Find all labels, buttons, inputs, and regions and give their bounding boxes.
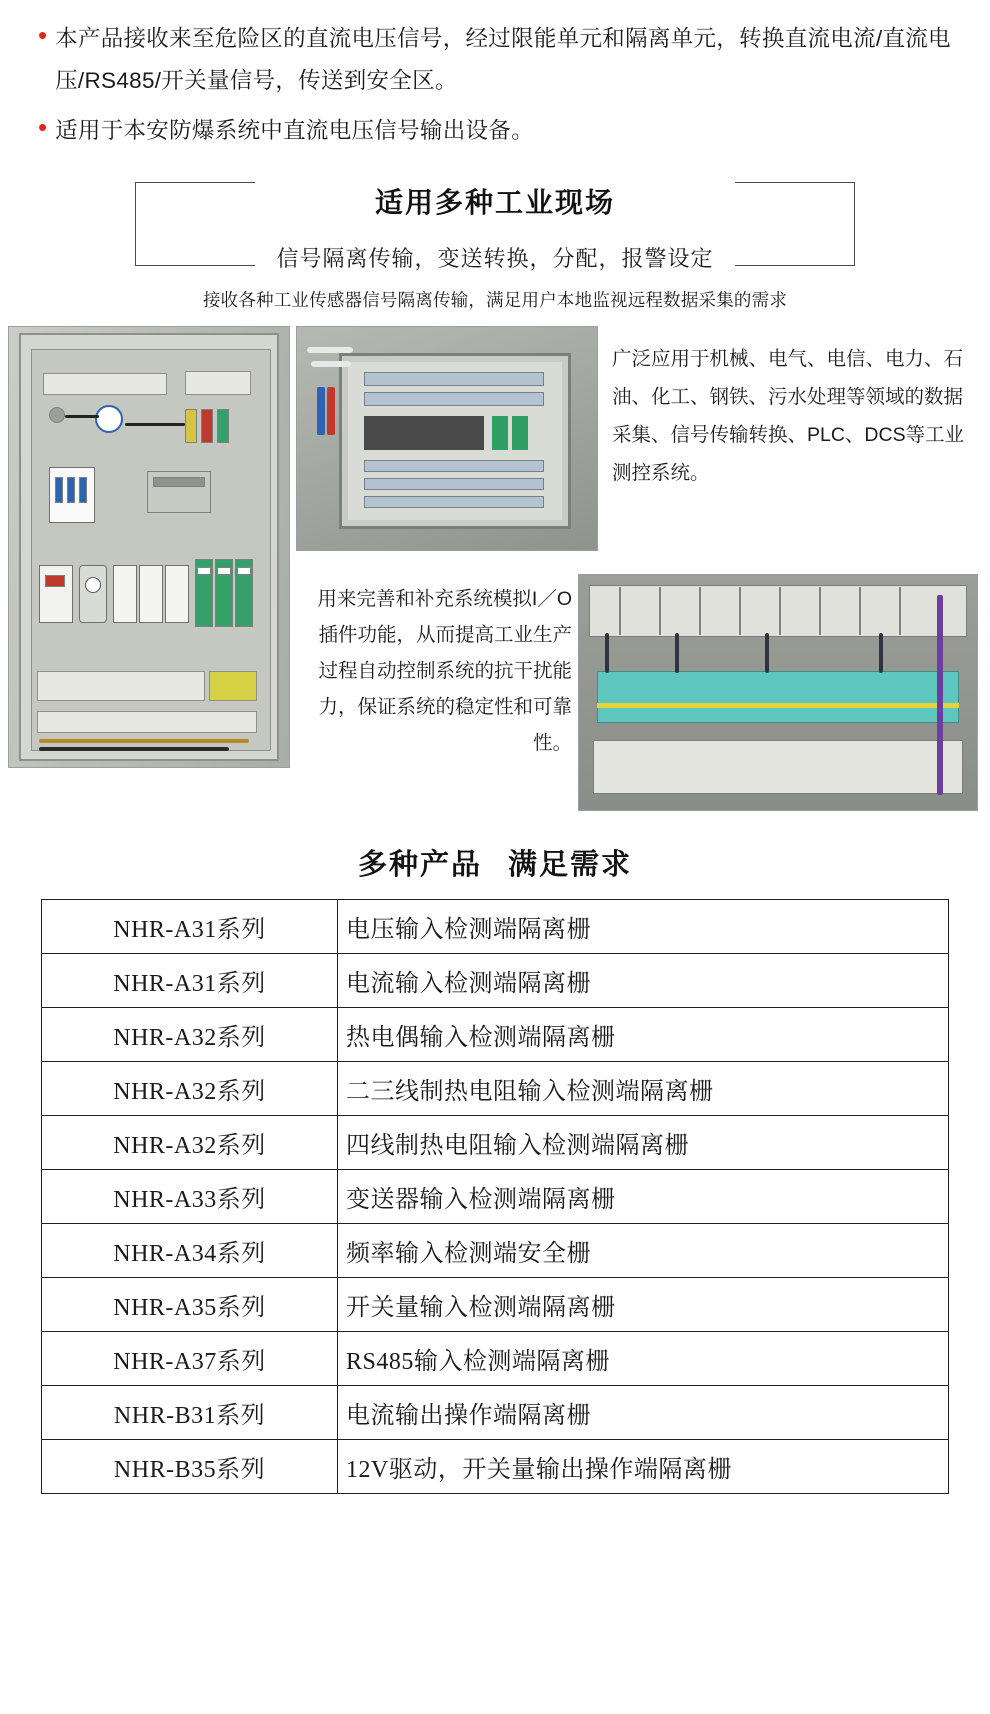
product-desc: RS485输入检测端隔离栅 [338,1332,949,1386]
product-desc: 四线制热电阻输入检测端隔离栅 [338,1116,949,1170]
product-model: NHR-A33系列 [42,1170,338,1224]
photo-gallery [0,326,990,816]
product-desc: 开关量输入检测端隔离栅 [338,1278,949,1332]
product-model: NHR-A32系列 [42,1008,338,1062]
product-desc: 二三线制热电阻输入检测端隔离栅 [338,1062,949,1116]
scene-title: 适用多种工业现场 [361,184,629,222]
table-row [42,1278,949,1332]
product-desc: 电流输入检测端隔离栅 [338,954,949,1008]
product-model: NHR-B35系列 [42,1440,338,1494]
bullet-dot-icon: • [38,20,48,50]
table-row [42,1116,949,1170]
product-model: NHR-A35系列 [42,1278,338,1332]
bullet-dot-icon: • [38,112,48,142]
table-row [42,900,949,954]
product-model: NHR-A37系列 [42,1332,338,1386]
intro-bullet-text: 本产品接收来至危险区的直流电压信号，经过限能单元和隔离单元，转换直流电流/直流电压/RS485/开关量信号，传送到安全区。 [55,26,951,93]
product-model: NHR-A31系列 [42,900,338,954]
photo-wiring-panel [296,326,598,551]
products-table-body [42,900,949,1494]
bracket-left-decoration [135,182,255,266]
table-row [42,954,949,1008]
bracket-right-decoration [735,182,855,266]
table-row [42,1008,949,1062]
intro-bullet-list [0,0,990,152]
scene-heading-wrap [135,174,855,273]
scene-description: 接收各种工业传感器信号隔离传输，满足用户本地监视远程数据采集的需求 [202,290,788,310]
product-model: NHR-B31系列 [42,1386,338,1440]
products-section-title [0,842,990,883]
product-model: NHR-A32系列 [42,1062,338,1116]
product-desc: 12V驱动，开关量输出操作端隔离栅 [338,1440,949,1494]
product-model: NHR-A31系列 [42,954,338,1008]
product-desc: 变送器输入检测端隔离栅 [338,1170,949,1224]
intro-bullet-text: 适用于本安防爆系统中直流电压信号输出设备。 [55,118,534,143]
photo-control-cabinet [8,326,290,768]
scene-right-text: 广泛应用于机械、电气、电信、电力、石油、化工、钢铁、污水处理等领域的数据采集、信号传输转换、PLC、DCS等工业测控系统。 [612,348,965,484]
product-desc: 电流输出操作端隔离栅 [338,1386,949,1440]
table-row [42,1332,949,1386]
products-title-right: 满足需求 [508,849,633,881]
table-row [42,1062,949,1116]
table-row [42,1224,949,1278]
list-item [38,18,960,102]
product-model: NHR-A34系列 [42,1224,338,1278]
product-desc: 频率输入检测端安全栅 [338,1224,949,1278]
products-table [41,899,949,1494]
photo-terminal-rail [578,574,978,811]
table-row [42,1440,949,1494]
scene-mid-text: 用来完善和补充系统模拟I／O插件功能，从而提高工业生产过程自动控制系统的抗干扰能力，保证系统的稳定性和可靠性。 [317,588,572,754]
list-item [38,110,960,152]
table-row [42,1386,949,1440]
table-row [42,1170,949,1224]
product-model: NHR-A32系列 [42,1116,338,1170]
industrial-scene-section [0,174,990,312]
scene-subtitle: 信号隔离传输，变送转换，分配，报警设定 [260,242,729,273]
product-desc: 电压输入检测端隔离栅 [338,900,949,954]
product-desc: 热电偶输入检测端隔离栅 [338,1008,949,1062]
products-title-left: 多种产品 [357,849,482,881]
